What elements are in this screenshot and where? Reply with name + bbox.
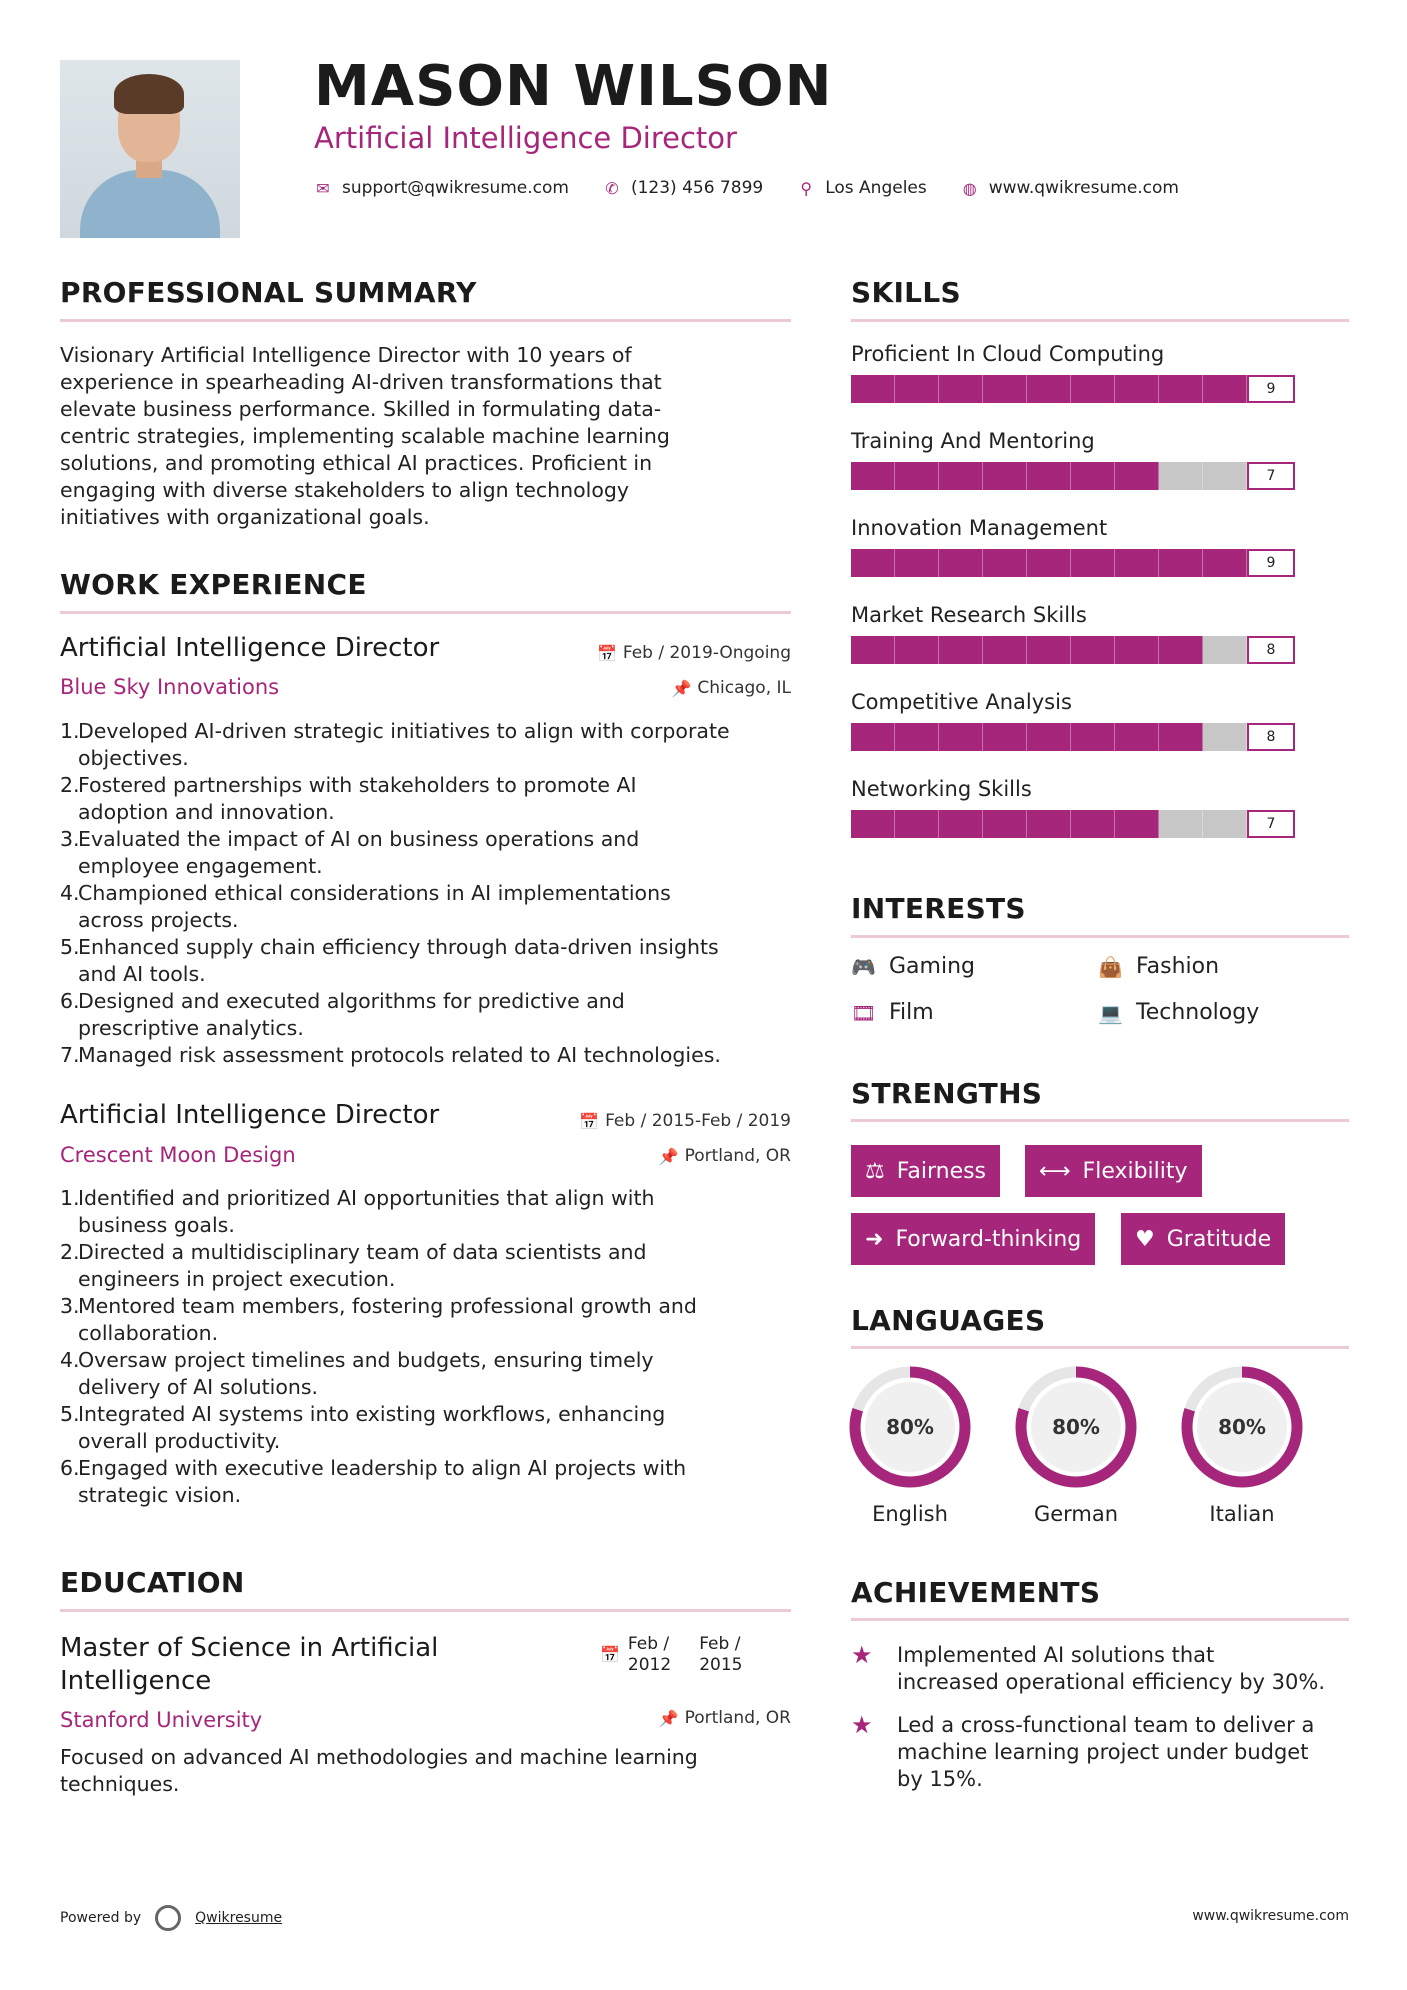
skill-segment-filled <box>1203 549 1247 577</box>
interests-divider <box>851 935 1349 938</box>
skill-segment-filled <box>983 462 1027 490</box>
contact-location: Los Angeles <box>825 178 927 198</box>
phone-icon: ✆ <box>605 178 619 198</box>
pin-icon: 📌 <box>658 1708 679 1728</box>
skill-segment-filled <box>895 723 939 751</box>
job-dates-text: Feb / 2019-Ongoing <box>622 643 791 663</box>
skill-segment-filled <box>895 462 939 490</box>
skill-segment-filled <box>1071 375 1115 403</box>
film-icon: 🎞 <box>851 1000 877 1025</box>
powered-by-label: Powered by <box>60 1910 142 1926</box>
skill-segment-empty <box>1159 462 1203 490</box>
experience-divider <box>60 611 791 614</box>
footer-website[interactable]: www.qwikresume.com <box>1192 1908 1349 1924</box>
language-item <box>1015 1366 1137 1526</box>
skill-segment-filled <box>1027 810 1071 838</box>
job-location-text: Chicago, IL <box>697 678 791 698</box>
education-divider <box>60 1609 791 1612</box>
job-title: Artificial Intelligence Director <box>60 633 440 663</box>
skill-label: Competitive Analysis <box>851 690 1072 714</box>
degree-line: Master of Science in Artificial <box>60 1633 439 1663</box>
candidate-name: MASON WILSON <box>314 54 833 119</box>
skill-segment-filled <box>1071 462 1115 490</box>
skill-segment-filled <box>939 375 983 403</box>
calendar-icon: 📅 <box>596 643 617 663</box>
languages-heading: LANGUAGES <box>851 1304 1046 1337</box>
strength-tag <box>1025 1145 1202 1197</box>
strength-tag <box>851 1145 1000 1197</box>
language-ring <box>1015 1366 1137 1488</box>
job-location-text: Portland, OR <box>684 1146 791 1166</box>
skill-segment-filled <box>939 462 983 490</box>
skill-score: 7 <box>1247 810 1295 838</box>
skill-segment-filled <box>1159 636 1203 664</box>
contact-bar <box>314 178 1179 198</box>
skill-segment-filled <box>895 636 939 664</box>
skill-segment-filled <box>895 549 939 577</box>
skill-row <box>851 603 1351 690</box>
achievement-item <box>851 1712 1314 1793</box>
skill-label: Networking Skills <box>851 777 1032 801</box>
job-company: Blue Sky Innovations <box>60 675 280 699</box>
calendar-icon: 📅 <box>600 1645 620 1664</box>
job-location <box>659 1146 791 1166</box>
degree-line: Intelligence <box>60 1666 212 1696</box>
skill-segment-empty <box>1203 636 1247 664</box>
interest-item <box>1098 954 1219 979</box>
skill-segment-filled <box>1071 810 1115 838</box>
skill-segment-filled <box>1115 723 1159 751</box>
summary-heading: PROFESSIONAL SUMMARY <box>60 276 477 309</box>
calendar-icon: 📅 <box>579 1111 600 1131</box>
interest-label: Fashion <box>1136 954 1220 979</box>
pin-icon: 📌 <box>658 1146 679 1166</box>
skill-row <box>851 516 1351 603</box>
list-item: Enhanced supply chain efficiency through data-driven insights and AI tools. <box>78 935 719 986</box>
education-heading: EDUCATION <box>60 1566 245 1599</box>
interest-label: Gaming <box>889 954 975 979</box>
contact-email[interactable]: support@qwikresume.com <box>342 178 569 198</box>
skill-segment-filled <box>895 810 939 838</box>
degree-title <box>60 1632 438 1698</box>
language-ring <box>1181 1366 1303 1488</box>
list-item: Championed ethical considerations in AI implementations across projects. <box>78 881 671 932</box>
list-item: Developed AI-driven strategic initiatives to align with corporate objectives. <box>78 719 730 770</box>
skill-segment-filled <box>1159 723 1203 751</box>
interest-label: Film <box>889 1000 934 1025</box>
skill-segment-empty <box>1203 462 1247 490</box>
education-location-text: Portland, OR <box>684 1708 791 1728</box>
skill-segment-filled <box>939 636 983 664</box>
summary-line: elevate business performance. Skilled in formulating data- <box>60 397 662 421</box>
contact-phone[interactable]: (123) 456 7899 <box>630 178 764 198</box>
list-item: Evaluated the impact of AI on business operations and employee engagement. <box>78 827 640 878</box>
skill-label: Training And Mentoring <box>851 429 1095 453</box>
language-name: English <box>872 1502 948 1526</box>
skill-row <box>851 777 1351 864</box>
languages-divider <box>851 1346 1349 1349</box>
map-marker-icon: ⚲ <box>800 178 813 198</box>
summary-text <box>60 342 670 531</box>
skills-list <box>851 342 1351 864</box>
skill-bar <box>851 374 1351 404</box>
summary-line: engaging with diverse stakeholders to align technology <box>60 478 630 502</box>
skill-segment-filled <box>939 723 983 751</box>
language-ring <box>849 1366 971 1488</box>
skill-segment-filled <box>1115 375 1159 403</box>
globe-icon: ◍ <box>962 178 977 198</box>
candidate-title: Artificial Intelligence Director <box>314 121 737 155</box>
skill-segment-filled <box>851 723 895 751</box>
achievement-text: Implemented AI solutions that increased operational efficiency by 30%. <box>897 1643 1325 1694</box>
skill-label: Proficient In Cloud Computing <box>851 342 1165 366</box>
skill-score: 9 <box>1247 549 1295 577</box>
list-item: Identified and prioritized AI opportunities that align with business goals. <box>78 1186 655 1237</box>
skill-segment-filled <box>1115 810 1159 838</box>
list-item: Fostered partnerships with stakeholders to promote AI adoption and innovation. <box>78 773 637 824</box>
strength-label: Forward-thinking <box>895 1226 1082 1252</box>
skill-bar <box>851 635 1351 665</box>
achievement-item <box>851 1642 1325 1696</box>
education-end: Feb / 2015 <box>699 1634 743 1675</box>
contact-website[interactable]: www.qwikresume.com <box>988 178 1179 198</box>
summary-divider <box>60 319 791 322</box>
skill-bar <box>851 548 1351 578</box>
strength-label: Gratitude <box>1166 1226 1272 1252</box>
achievements-divider <box>851 1618 1349 1621</box>
skill-segment-filled <box>1027 549 1071 577</box>
skill-segment-filled <box>851 549 895 577</box>
gamepad-icon: 🎮 <box>851 954 876 979</box>
interest-item <box>851 1000 934 1025</box>
skill-segment-filled <box>983 375 1027 403</box>
list-item: Engaged with executive leadership to align AI projects with strategic vision. <box>78 1456 687 1507</box>
summary-line: Visionary Artificial Intelligence Director with 10 years of <box>60 343 632 367</box>
skill-segment-empty <box>1203 723 1247 751</box>
job-bullet-list <box>60 1185 818 1509</box>
profile-photo <box>60 60 240 238</box>
strength-label: Fairness <box>896 1158 987 1184</box>
skill-segment-filled <box>939 549 983 577</box>
skill-segment-filled <box>851 375 895 403</box>
skill-segment-empty <box>1203 810 1247 838</box>
skill-segment-filled <box>1071 636 1115 664</box>
strengths-divider <box>851 1119 1349 1122</box>
skill-bar <box>851 809 1351 839</box>
language-percent: 80% <box>1052 1415 1100 1439</box>
language-name: German <box>1033 1502 1119 1526</box>
skill-segment-filled <box>1115 462 1159 490</box>
list-item: Integrated AI systems into existing workflows, enhancing overall productivity. <box>78 1402 666 1453</box>
skill-segment-filled <box>1159 375 1203 403</box>
balance-scale-icon: ⚖ <box>865 1158 885 1184</box>
skill-row <box>851 429 1351 516</box>
arrow-right-icon: ➜ <box>865 1226 884 1252</box>
strength-label: Flexibility <box>1082 1158 1188 1184</box>
list-item: Mentored team members, fostering professional growth and collaboration. <box>78 1294 697 1345</box>
skill-segment-filled <box>851 462 895 490</box>
qwikresume-logo-icon <box>155 1905 181 1931</box>
skill-label: Market Research Skills <box>851 603 1087 627</box>
skill-segment-filled <box>983 723 1027 751</box>
job-bullet-list <box>60 718 818 1069</box>
skill-score: 8 <box>1247 723 1295 751</box>
skill-segment-filled <box>1159 549 1203 577</box>
skill-label: Innovation Management <box>851 516 1108 540</box>
experience-heading: WORK EXPERIENCE <box>60 568 367 601</box>
job-company: Crescent Moon Design <box>60 1143 296 1167</box>
languages-list <box>849 1366 1303 1526</box>
skill-segment-filled <box>1027 462 1071 490</box>
skill-segment-filled <box>939 810 983 838</box>
strength-tag <box>851 1213 1095 1265</box>
skills-divider <box>851 319 1349 322</box>
skill-segment-empty <box>1159 810 1203 838</box>
skill-bar <box>851 461 1351 491</box>
job-dates <box>579 1111 791 1131</box>
skill-score: 9 <box>1247 375 1295 403</box>
strengths-heading: STRENGTHS <box>851 1077 1043 1110</box>
skill-bar <box>851 722 1351 752</box>
skill-segment-filled <box>1027 723 1071 751</box>
star-icon: ★ <box>851 1641 873 1669</box>
job-location <box>671 678 791 698</box>
skill-segment-filled <box>1115 549 1159 577</box>
skill-row <box>851 690 1351 777</box>
footer-powered-by <box>60 1905 282 1931</box>
interest-item <box>851 954 975 979</box>
summary-line: initiatives with organizational goals. <box>60 505 430 529</box>
skill-segment-filled <box>983 636 1027 664</box>
skill-segment-filled <box>1203 375 1247 403</box>
skill-segment-filled <box>983 549 1027 577</box>
list-item: Directed a multidisciplinary team of data scientists and engineers in project execution. <box>78 1240 647 1291</box>
education-description: Focused on advanced AI methodologies and machine learning techniques. <box>60 1745 698 1796</box>
language-percent: 80% <box>1218 1415 1266 1439</box>
interest-label: Technology <box>1136 1000 1260 1025</box>
laptop-icon: 💻 <box>1098 1000 1123 1025</box>
arrows-h-icon: ⟷ <box>1039 1158 1071 1184</box>
pin-icon: 📌 <box>671 678 692 698</box>
skills-heading: SKILLS <box>851 276 961 309</box>
job-dates <box>597 643 791 663</box>
interests-heading: INTERESTS <box>851 892 1026 925</box>
language-item <box>1181 1366 1303 1526</box>
star-icon: ★ <box>851 1711 873 1739</box>
summary-line: centric strategies, implementing scalable machine learning <box>60 424 670 448</box>
skill-segment-filled <box>1071 549 1115 577</box>
brand-link[interactable]: Qwikresume <box>195 1910 283 1926</box>
skill-segment-filled <box>851 636 895 664</box>
heart-icon: ♥ <box>1135 1226 1155 1252</box>
list-item: Designed and executed algorithms for predictive and prescriptive analytics. <box>78 989 625 1040</box>
summary-line: solutions, and promoting ethical AI practices. Proficient in <box>60 451 653 475</box>
education-start: Feb / 2012 <box>627 1634 672 1675</box>
education-location <box>659 1708 791 1728</box>
shopping-bag-icon: 👜 <box>1098 954 1123 979</box>
job-title: Artificial Intelligence Director <box>60 1100 440 1130</box>
strength-tag <box>1121 1213 1285 1265</box>
skill-row <box>851 342 1351 429</box>
job-dates-text: Feb / 2015-Feb / 2019 <box>605 1111 791 1131</box>
summary-line: experience in spearheading AI-driven transformations that <box>60 370 662 394</box>
education-dates <box>600 1634 742 1676</box>
achievement-text: Led a cross-functional team to deliver a machine learning project under budget by 15%. <box>897 1713 1315 1791</box>
interest-item <box>1098 1000 1259 1025</box>
skill-segment-filled <box>851 810 895 838</box>
skill-segment-filled <box>1027 375 1071 403</box>
school-name: Stanford University <box>60 1708 263 1732</box>
language-item <box>849 1366 971 1526</box>
skill-segment-filled <box>1027 636 1071 664</box>
achievements-heading: ACHIEVEMENTS <box>851 1576 1101 1609</box>
envelope-icon: ✉ <box>316 178 330 198</box>
skill-segment-filled <box>1071 723 1115 751</box>
skill-segment-filled <box>983 810 1027 838</box>
skill-score: 8 <box>1247 636 1295 664</box>
list-item: Oversaw project timelines and budgets, ensuring timely delivery of AI solutions. <box>78 1348 654 1399</box>
skill-segment-filled <box>895 375 939 403</box>
skill-segment-filled <box>1115 636 1159 664</box>
list-item: Managed risk assessment protocols related to AI technologies. <box>78 1043 721 1067</box>
skill-score: 7 <box>1247 462 1295 490</box>
language-name: Italian <box>1209 1502 1275 1526</box>
language-percent: 80% <box>886 1415 934 1439</box>
